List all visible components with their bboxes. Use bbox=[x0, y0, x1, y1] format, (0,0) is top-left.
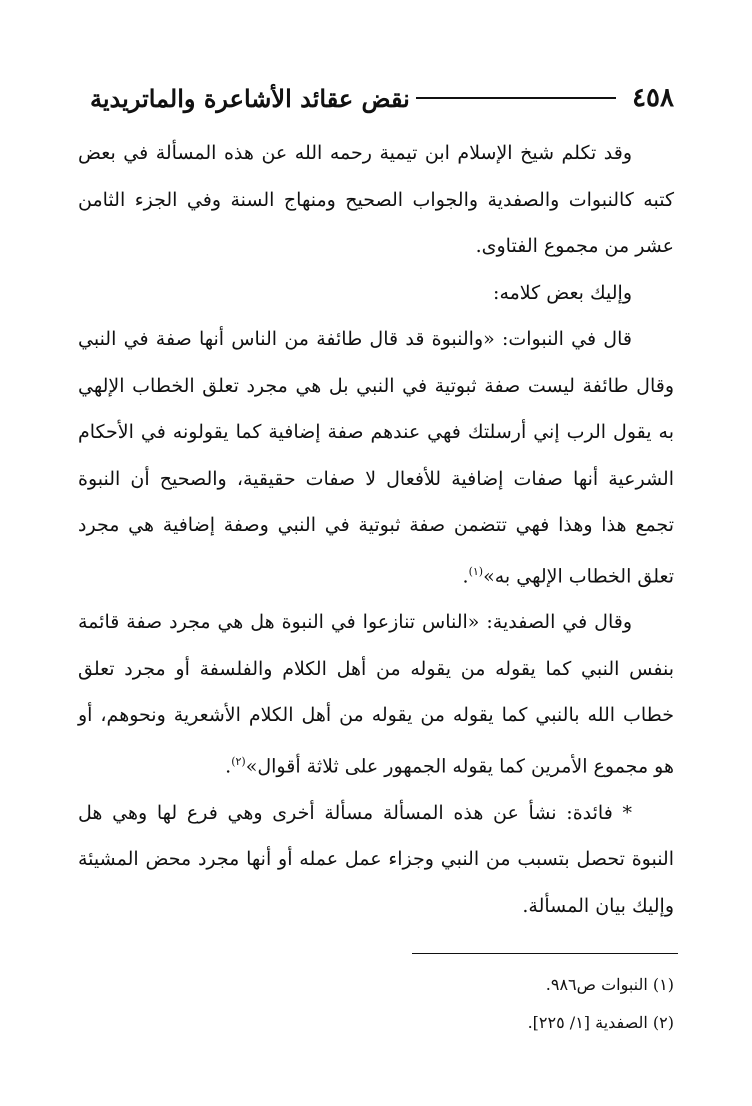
header-rule bbox=[416, 97, 616, 99]
page-number: ٤٥٨ bbox=[632, 83, 674, 113]
footnote-ref: (٢) bbox=[231, 754, 246, 768]
paragraph: قال في النبوات: «والنبوة قد قال طائفة من الناس أنها صفة في النبي وقال طائفة ليست صفة ثبوتية في النبي بل هي مجرد تعلق الخطاب الإلهي به يقول الرب إني أرسلتك فهي عندهم صفة إضافية كما يقولونه في الأحكام الشرعية أنها صفات إضافية للأفعال لا صفات حقيقية، والصحيح أن النبوة تجمع هذا وهذا فهي تتضمن صفة ثبوتية في النبي وصفة إضافية هي مجرد تعلق الخطاب الإلهي به»$^{(١)}$. bbox=[78, 328, 674, 587]
footnote-ref: (١) bbox=[468, 564, 484, 578]
footnote-divider bbox=[412, 953, 678, 954]
footnote: (١) النبوات ص٩٨٦. bbox=[545, 975, 674, 994]
footnotes bbox=[300, 966, 674, 1042]
paragraph: * فائدة: نشأ عن هذه المسألة مسألة أخرى وهي فرع لها وهي هل النبوة تحصل بتسبب من النبي وجزاء عمل عمله أو أنها مجرد محض المشيئة وإليك بيان المسألة. bbox=[78, 801, 674, 917]
body-text bbox=[78, 130, 674, 929]
footnote: (٢) الصفدية [١/ ٢٢٥]. bbox=[527, 1013, 674, 1032]
paragraph: وإليك بعض كلامه: bbox=[493, 281, 632, 304]
page-header bbox=[90, 78, 674, 118]
paragraph: وقد تكلم شيخ الإسلام ابن تيمية رحمه الله عن هذه المسألة في بعض كتبه كالنبوات والصفدية والجواب الصحيح ومنهاج السنة وفي الجزء الثامن عشر من مجموع الفتاوى. bbox=[78, 142, 674, 257]
paragraph: وقال في الصفدية: «الناس تنازعوا في النبوة هل هي مجرد صفة قائمة بنفس النبي كما يقوله من يقوله من أهل الكلام والفلسفة أو مجرد تعلق خطاب الله بالنبي كما يقوله من يقوله من أهل الكلام الأشعرية ونحوهم، أو هو مجموع الأمرين كما يقوله الجمهور على ثلاثة أقوال»$^{(٢)}$. bbox=[78, 611, 674, 778]
book-title: نقض عقائد الأشاعرة والماتريدية bbox=[90, 83, 410, 113]
